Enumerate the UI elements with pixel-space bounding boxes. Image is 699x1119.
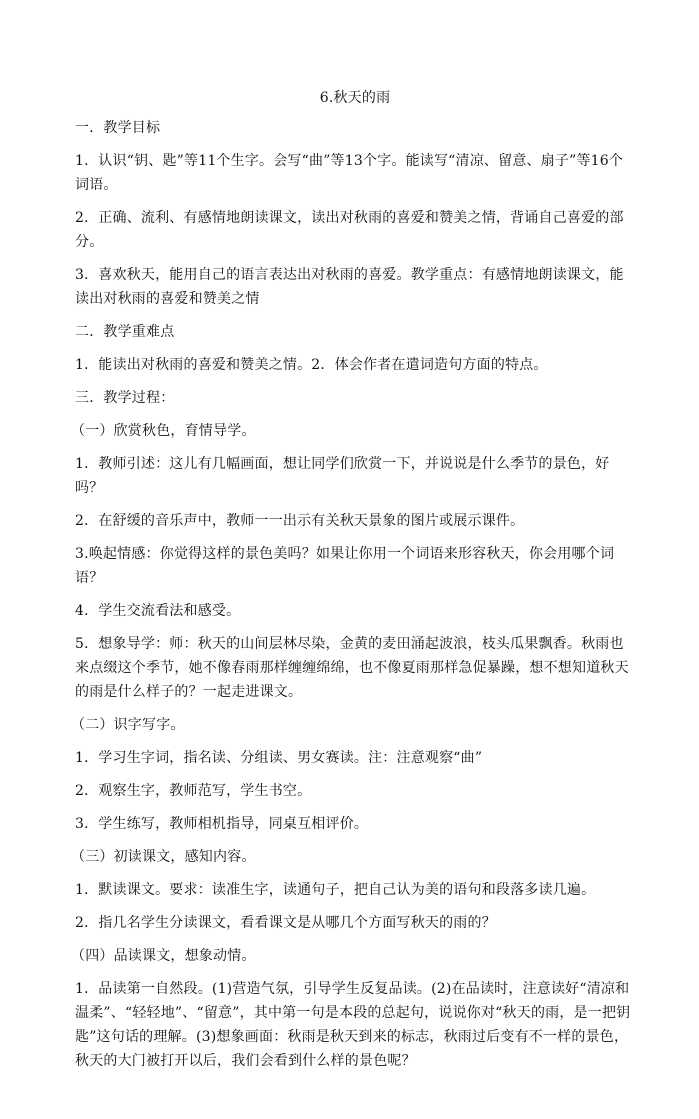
step-2-item-3: 3．学生练写，教师相机指导，同桌互相评价。	[75, 816, 369, 832]
step-heading-1: （一）欣赏秋色，育情导学。	[71, 423, 256, 439]
document-body	[71, 84, 635, 1082]
key-points: 1．能读出对秋雨的喜爱和赞美之情。2．体会作者在遣词造句方面的特点。	[75, 357, 548, 373]
document-title: 6.秋天的雨	[319, 90, 391, 106]
step-2-item-1: 1．学习生字词，指名读、分组读、男女赛读。注：注意观察“曲”	[75, 750, 483, 766]
step-3-item-1: 1．默读课文。要求：读准生字，读通句子，把自己认为美的语句和段落多读几遍。	[75, 882, 596, 898]
objective-2: 2．正确、流利、有感情地朗读课文，读出对秋雨的喜爱和赞美之情，背诵自己喜爱的部分。	[75, 210, 624, 250]
section-heading-process: 三．教学过程：	[75, 390, 175, 406]
step-heading-4: （四）品读课文，想象动情。	[71, 948, 256, 964]
step-1-item-3: 3.唤起情感：你觉得这样的景色美吗？如果让你用一个词语来形容秋天，你会用哪个词语？	[75, 546, 615, 586]
step-heading-2: （二）识字写字。	[71, 717, 185, 733]
step-1-item-5: 5．想象导学：师：秋天的山间层林尽染，金黄的麦田涌起波浪，枝头瓜果飘香。秋雨也来点缀这个季节，她不像春雨那样缠缠绵绵，也不像夏雨那样急促暴躁，想不想知道秋天的雨是什么样子的？一起走进课文。	[75, 636, 629, 700]
step-heading-3: （三）初读课文，感知内容。	[71, 849, 256, 865]
step-3-item-2: 2．指几名学生分读课文，看看课文是从哪几个方面写秋天的雨的？	[75, 915, 496, 931]
section-heading-objectives: 一．教学目标	[75, 120, 161, 136]
objective-1: 1．认识“钥、匙”等11个生字。会写“曲”等13个字。能读写“清凉、留意、扇子”等16个词语。	[75, 153, 624, 193]
section-heading-key-points: 二．教学重难点	[75, 324, 175, 340]
step-1-item-2: 2．在舒缓的音乐声中，教师一一出示有关秋天景象的图片或展示课件。	[75, 513, 525, 529]
step-2-item-2: 2．观察生字，教师范写，学生书空。	[75, 783, 312, 799]
objective-3: 3．喜欢秋天，能用自己的语言表达出对秋雨的喜爱。教学重点：有感情地朗读课文，能读出对秋雨的喜爱和赞美之情	[75, 267, 624, 307]
step-4-item-1: 1．品读第一自然段。(1)营造气氛，引导学生反复品读。(2)在品读时，注意读好“清凉和温柔”、“轻轻地”、“留意”，其中第一句是本段的总起句，说说你对“秋天的雨，是一把钥匙”这句话的理解。(3)想象画面：秋雨是秋天到来的标志，秋雨过后变有不一样的景色，秋天的大门被打开以后，我们会看到什么样的景色呢？	[75, 981, 631, 1069]
step-1-item-4: 4．学生交流看法和感受。	[75, 603, 241, 619]
step-1-item-1: 1．教师引述：这儿有几幅画面，想让同学们欣赏一下，并说说是什么季节的景色，好吗？	[75, 456, 610, 496]
